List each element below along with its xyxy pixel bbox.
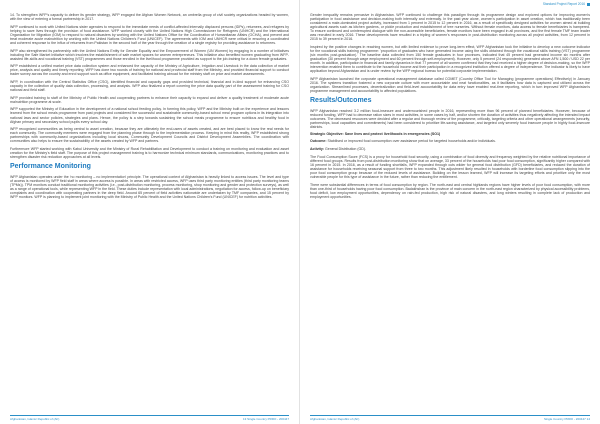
outcome-text: Stabilised or improved food consumption over assistance period for targeted households and/or individuals. bbox=[326, 139, 496, 144]
paragraph: WFP provided training to staff of the Ministry of Public Health and cooperating partners to enhance their capacity to expand and deliver a quality treatment of moderate acute malnutrition programme at scale. bbox=[10, 95, 289, 104]
activity-label: Activity: bbox=[310, 147, 324, 151]
running-header: Standard Project Report 2016 bbox=[543, 2, 590, 6]
page-number: 13 bbox=[242, 417, 247, 421]
paragraph: Gender inequality remains pervasive in Afghanistan. WFP continued to challenge this paradigm through its programme design and explored options for improving women's participation in food assistance and decision-making both internally and externally. In the past year alone, women's participation in asset creation, which has traditionally been considered a male-dominated project activity, increased from 1 percent in 2015 to 12 percent in 2016, as a result of specifically designed activities for women aimed at building agricultural assets such as kitchen gardens, or pickle production and establishment of tree nurseries. Without female monitors, data access to female beneficiaries is hampered. To ensure continued and uninterrupted dialogue with the non-accessible beneficiaries, female monitors have been engaged in all provinces, and the first female TMF team leader was recruited in early 2016. These developments have resulted in a tripling of women's responses in post-distribution monitoring across all project activities, from 12 percent in 2015 to 39 percent in 2016. bbox=[310, 13, 590, 42]
left-page-footer bbox=[0, 412, 299, 424]
footer-rule bbox=[310, 415, 590, 416]
right-page-body bbox=[310, 13, 590, 410]
left-page-body bbox=[10, 13, 289, 410]
paragraph: WFP Afghanistan reached 3.2 million food-insecure and undernourished people in 2016, representing more than 96 percent of planned beneficiaries. However, because of reduced funding, WFP had to decrease ration sizes in most activities, in some cases by half, and/or shorten the duration of activities thus negatively affecting the intended impact outcomes. The decreased resources were decided after a regular and thorough review of the programme, critically, targeting criteria and other operational arrangements (security, partnerships, local capacities and commitments) had been considered to prioritize life-saving assistance, and targeted only severely food insecure people in highly food-insecure districts. bbox=[310, 108, 590, 129]
footer-project bbox=[243, 417, 289, 421]
paragraph: WFP, in coordination with the Central Statistics Office (CSO), identified financial and capacity gaps and provided technical, financial and in-kind support for enhancing CSO capacity in the collection of quality data collection, processing, and analysis. WFP also finalized a report covering the price data quality part of the assessment training for CSO national and field staff. bbox=[10, 79, 289, 93]
footer-country: Afghanistan, Islamic Republic of (AF) bbox=[10, 417, 60, 421]
footer-project-label: Single Country PRRO - 200447 bbox=[247, 417, 289, 421]
paragraph: WFP Afghanistan launched the corporate operational management database called COMET (Country Office Tool for Managing (programme operations) Effectively) in January 2016. The systems transition fostered a new corporate culture with more accountable and neat functionalities, as it facilitates how data is captured and utilized across the organization. Streamlined processes, decentralization and field-level accountability for data entry have enabled real-time reporting, which in turn improved WFP Afghanistan's programme management and accountability to affected populations. bbox=[310, 76, 590, 93]
paragraph: Furthermore WFP started working with Kabul University and the Ministry of Rural Rehabilitation and Development to conduct a training on monitoring and evaluation and asset creation for the Ministry's field staff. The purpose of this project management training is to harmonize technical minimum standards, communications, monitoring practices and to strengthen disaster risk reduction approaches at all levels. bbox=[10, 146, 289, 160]
paragraph: There were substantial differences in terms of food consumption by region. The north-east and central highlands regions have higher levels of poor food consumption, with more than one-third of households having poor food consumption. Badakhshan is the province of main concern in the north-east region characterized by physical accessibility problems, food deficit, low employment opportunities, dependency on rain-fed production, high risk of natural disasters, and long winters resulting in complete lack of production and employment opportunities. bbox=[310, 182, 590, 199]
paragraph: Inspired by the positive changes in reaching women, but with limited evidence to prove long-term effect, WFP Afghanistan took the initiative to develop a new outcome indicator for the vocational skills training programme: 'proportion of graduates who have generated income using the skills obtained through the vocational skills training (VST) programme (six months post-graduation).' The baseline data collected from 150 female graduates in four provinces, indicated that 45 percent had generated income six months after graduation (30 percent through wage employment and 60 percent through self-employment). However, only 5 percent (24 respondents) generated above AFN 1,500 / USD 22 per month. In addition, participation in financial and family dynamics in that 77 percent of all women confirmed that they had received a higher degree of decision-making, so the WFP intervention enabled them to contribute to the household income and their participation in a recognized institution offered a degree of independence. The indicator is likely to have application beyond Afghanistan and is under review by the WFP regional bureau for potential corporate implementation. bbox=[310, 44, 590, 74]
paragraph: WFP also strengthened its partnership with the United Nations Entity for Gender Equality and the Empowerment of Women (UN Women) by engaging in a number of initiatives including the Safe Market Initiative which involves the establishment of safe market spaces for women entrepreneurs. This initiative also benefited women graduating from WFP-assisted life-skills and vocational training (VST) programmes and those enrolled in the livelihood programme provided as support to the job-training for a down female graduates. bbox=[10, 48, 289, 61]
section-heading-results-outcomes: Results/Outcomes bbox=[310, 97, 372, 105]
activity-text: General Distribution (GD). bbox=[324, 147, 366, 151]
footer-rule bbox=[10, 415, 289, 416]
right-page-footer bbox=[300, 412, 600, 424]
footer-country: Afghanistan, Islamic Republic of (AF) bbox=[310, 417, 360, 421]
section-heading-performance-monitoring: Performance Monitoring bbox=[10, 163, 91, 171]
footer-project bbox=[544, 417, 590, 421]
right-page bbox=[300, 0, 600, 424]
outcome-line bbox=[310, 139, 590, 143]
outcome-label: Outcome: bbox=[310, 139, 327, 144]
paragraph: WFP recognized communities as being central to asset creation, because they are ultimately the end-users of assets created, and are best placed to know the real needs for each community. The community members were engaged from the planning phase through to the implementation process. Keeping in mind this reality, WFP established strong partnerships with community-based organizations including local shuras, Community Development Councils and District Development Assemblies. The coordination with communities also helps to ensure the sustainability of the assets created by WFP and partners. bbox=[10, 127, 289, 144]
paragraph: WFP Afghanistan operates under the 'no monitoring – no implementation' principle. The operational context of Afghanistan is heavily linked to access issues. The level and type of access is monitored by WFP field staff in areas where access is possible. In areas with restricted access, WFP uses third party monitoring entities (third party monitoring teams (TPMs)). TPM monitors conduct traditional monitoring activities (i.e., post-distribution monitoring, process monitoring, shop monitoring and gender and protection surveys), as well as a range of operational tools, while representing WFP in the field. These duties include representation with local administrations, negotiation for access, follow-up on beneficiary complaints and coordination with cooperating partners in the deep field. Around 65 percent of field activities nationwide are undertaken by TMF companies, and 15 percent by WFP monitors. WFP is planning to implement joint monitoring with the Ministry of Public Health and the United Nations Children's Fund (UNICEF) for nutrition activities. bbox=[10, 174, 289, 199]
paragraph: The Food Consumption Score (FCS) is a proxy for household food security, using a combination of food diversity and frequency weighted by the relative nutritional importance of different food groups. Results from post-distribution monitoring show that on average, 33 percent of the households had poor food consumption, significantly higher compared with 16 percent in 2015. In 2016, as a result of funding shortfalls, WFP expanded through cuts wilder for general food distribution (GFD) beneficiaries, and reduced the duration of assistance for households receiving seasonal support from three to two months. This adjustment likely resulted in households with borderline food consumption slipping into the poor food consumption group because of the reduced levels of assistance. Building on the lesson learned, WFP will increase its targeting efforts and prioritize only the most vulnerable people for this type of assistance in the future, rather than reducing the entitlement. bbox=[310, 154, 590, 179]
paragraph: WFP supported the Ministry of Education in the development of a national school feeding policy. In forming this policy, WFP and the Ministry built on the experience and lessons learned from the school meals programme from past projects and considered the successful and sustainable community-based school meal program options in its integration into national laws and sector policies, strategies and plans. Hence, the policy is a step towards sustaining the school meals programme to ensure nutritious and healthy food in Afghan primary and secondary school pupils every school day. bbox=[10, 107, 289, 124]
paragraph: WFP established a unified market price data collection system and enhanced the capacity of the Ministry of Agriculture, Irrigation and Livestock in the data collection of market price, analysis and quality and timely reporting. WFP has done two rounds of training for national and provincial staff from the Ministry, and provided financial support to conduct trader survey across the country and enrol support such as office equipment, and facilitated training abroad for the ministry staff on price and market assessments. bbox=[10, 64, 289, 77]
page-number: 14 bbox=[586, 417, 590, 421]
strategic-objective-heading: Strategic Objective: Save lives and protect livelihoods in emergencies (SO1) bbox=[310, 132, 441, 137]
footer-project-label: Single Country PRRO - 200447 bbox=[543, 417, 586, 421]
paragraph: WFP continued to work with United Nations sister agencies to respond to the immediate needs of conflict-affected internally displaced persons (IDPs), returnees, and refugees by helping to save lives through the provision of food assistance. WFP worked closely with the United Nations High Commissioner for Refugees (UNHCR) and the International Organization for Migration (IOM) to respond to natural disasters by working with the United Nations Office for the Coordination of Humanitarian Affairs (OCHA), and prevent and treat moderate acute malnutrition by working with the United Nations Children's Fund (UNICEF). The agreements with IOM and UNHCR were critical in ensuring a coordinated and coherent response to the influx of returnees from Pakistan in the second half of the year through the creation of a single registry for providing assistance to returnees. bbox=[10, 24, 289, 45]
activity-line bbox=[310, 147, 590, 151]
paragraph: 14. To strengthen WFP's capacity to deliver its gender strategy, WFP engaged the Afghan Women Network, an umbrella group of civil society organizations headed by women, with the view of entering a formal partnership in 2017. bbox=[10, 13, 289, 22]
